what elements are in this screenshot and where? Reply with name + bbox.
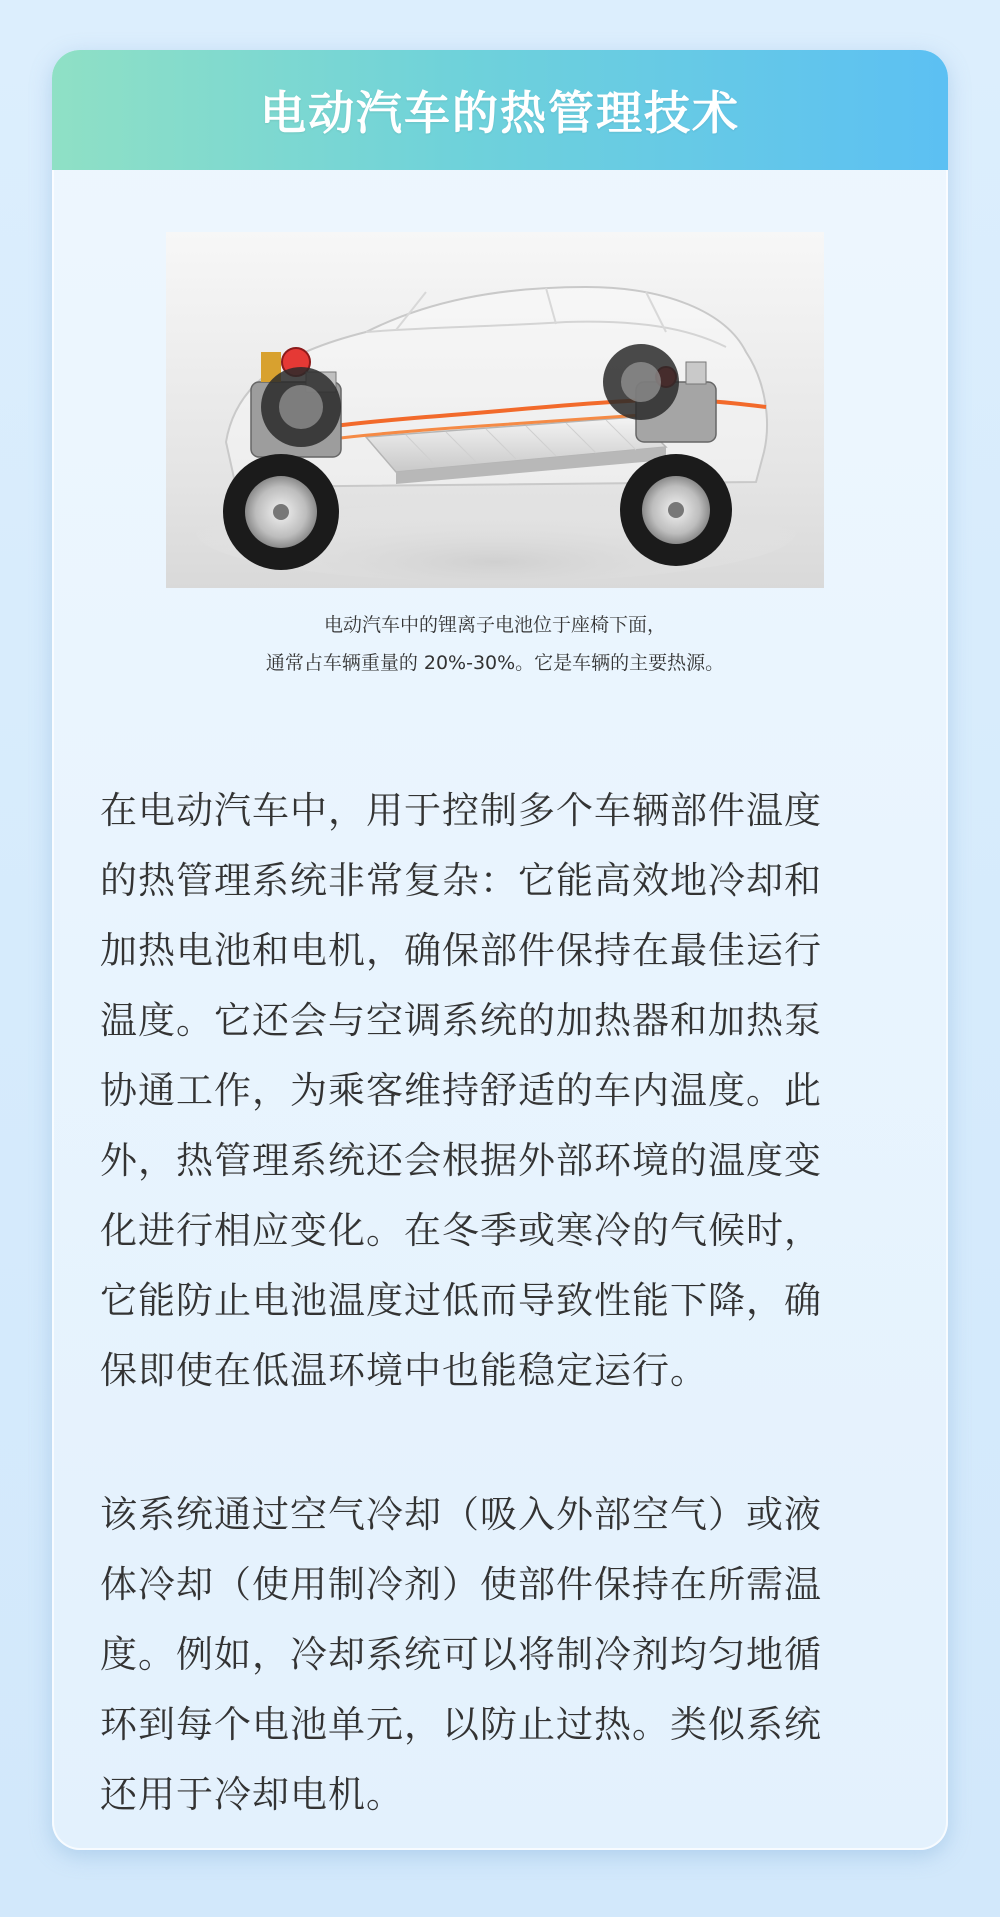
caption-line: 通常占车辆重量的 20%-30%。它是车辆的主要热源。 (265, 652, 725, 674)
paragraph-line: 协通工作，为乘客维持舒适的车内温度。此 (100, 1069, 822, 1112)
paragraph-line: 环到每个电池单元，以防止过热。类似系统 (100, 1703, 822, 1746)
article-card (52, 50, 948, 1850)
ev-chassis-illustration (166, 232, 824, 588)
caption-line: 电动汽车中的锂离子电池位于座椅下面， (323, 614, 666, 636)
body-paragraph-1 (100, 776, 900, 1406)
paragraph-line: 在电动汽车中，用于控制多个车辆部件温度 (100, 789, 822, 832)
body-paragraph-2 (100, 1480, 900, 1830)
paragraph-line: 体冷却（使用制冷剂）使部件保持在所需温 (100, 1563, 822, 1606)
paragraph-line: 还用于冷却电机。 (100, 1773, 404, 1816)
paragraph-line: 的热管理系统非常复杂：它能高效地冷却和 (100, 859, 822, 902)
page-title: 电动汽车的热管理技术 (260, 86, 740, 140)
paragraph-line: 加热电池和电机，确保部件保持在最佳运行 (100, 929, 822, 972)
paragraph-line: 保即使在低温环境中也能稳定运行。 (100, 1349, 708, 1392)
paragraph-line: 化进行相应变化。在冬季或寒冷的气候时， (100, 1209, 822, 1252)
image-caption (104, 606, 886, 682)
paragraph-line: 外，热管理系统还会根据外部环境的温度变 (100, 1139, 822, 1182)
paragraph-line: 度。例如，冷却系统可以将制冷剂均匀地循 (100, 1633, 822, 1676)
paragraph-line: 温度。它还会与空调系统的加热器和加热泵 (100, 999, 822, 1042)
paragraph-line: 它能防止电池温度过低而导致性能下降，确 (100, 1279, 822, 1322)
title-banner (52, 50, 948, 170)
paragraph-line: 该系统通过空气冷却（吸入外部空气）或液 (100, 1493, 822, 1536)
ev-chassis-image (166, 232, 824, 588)
